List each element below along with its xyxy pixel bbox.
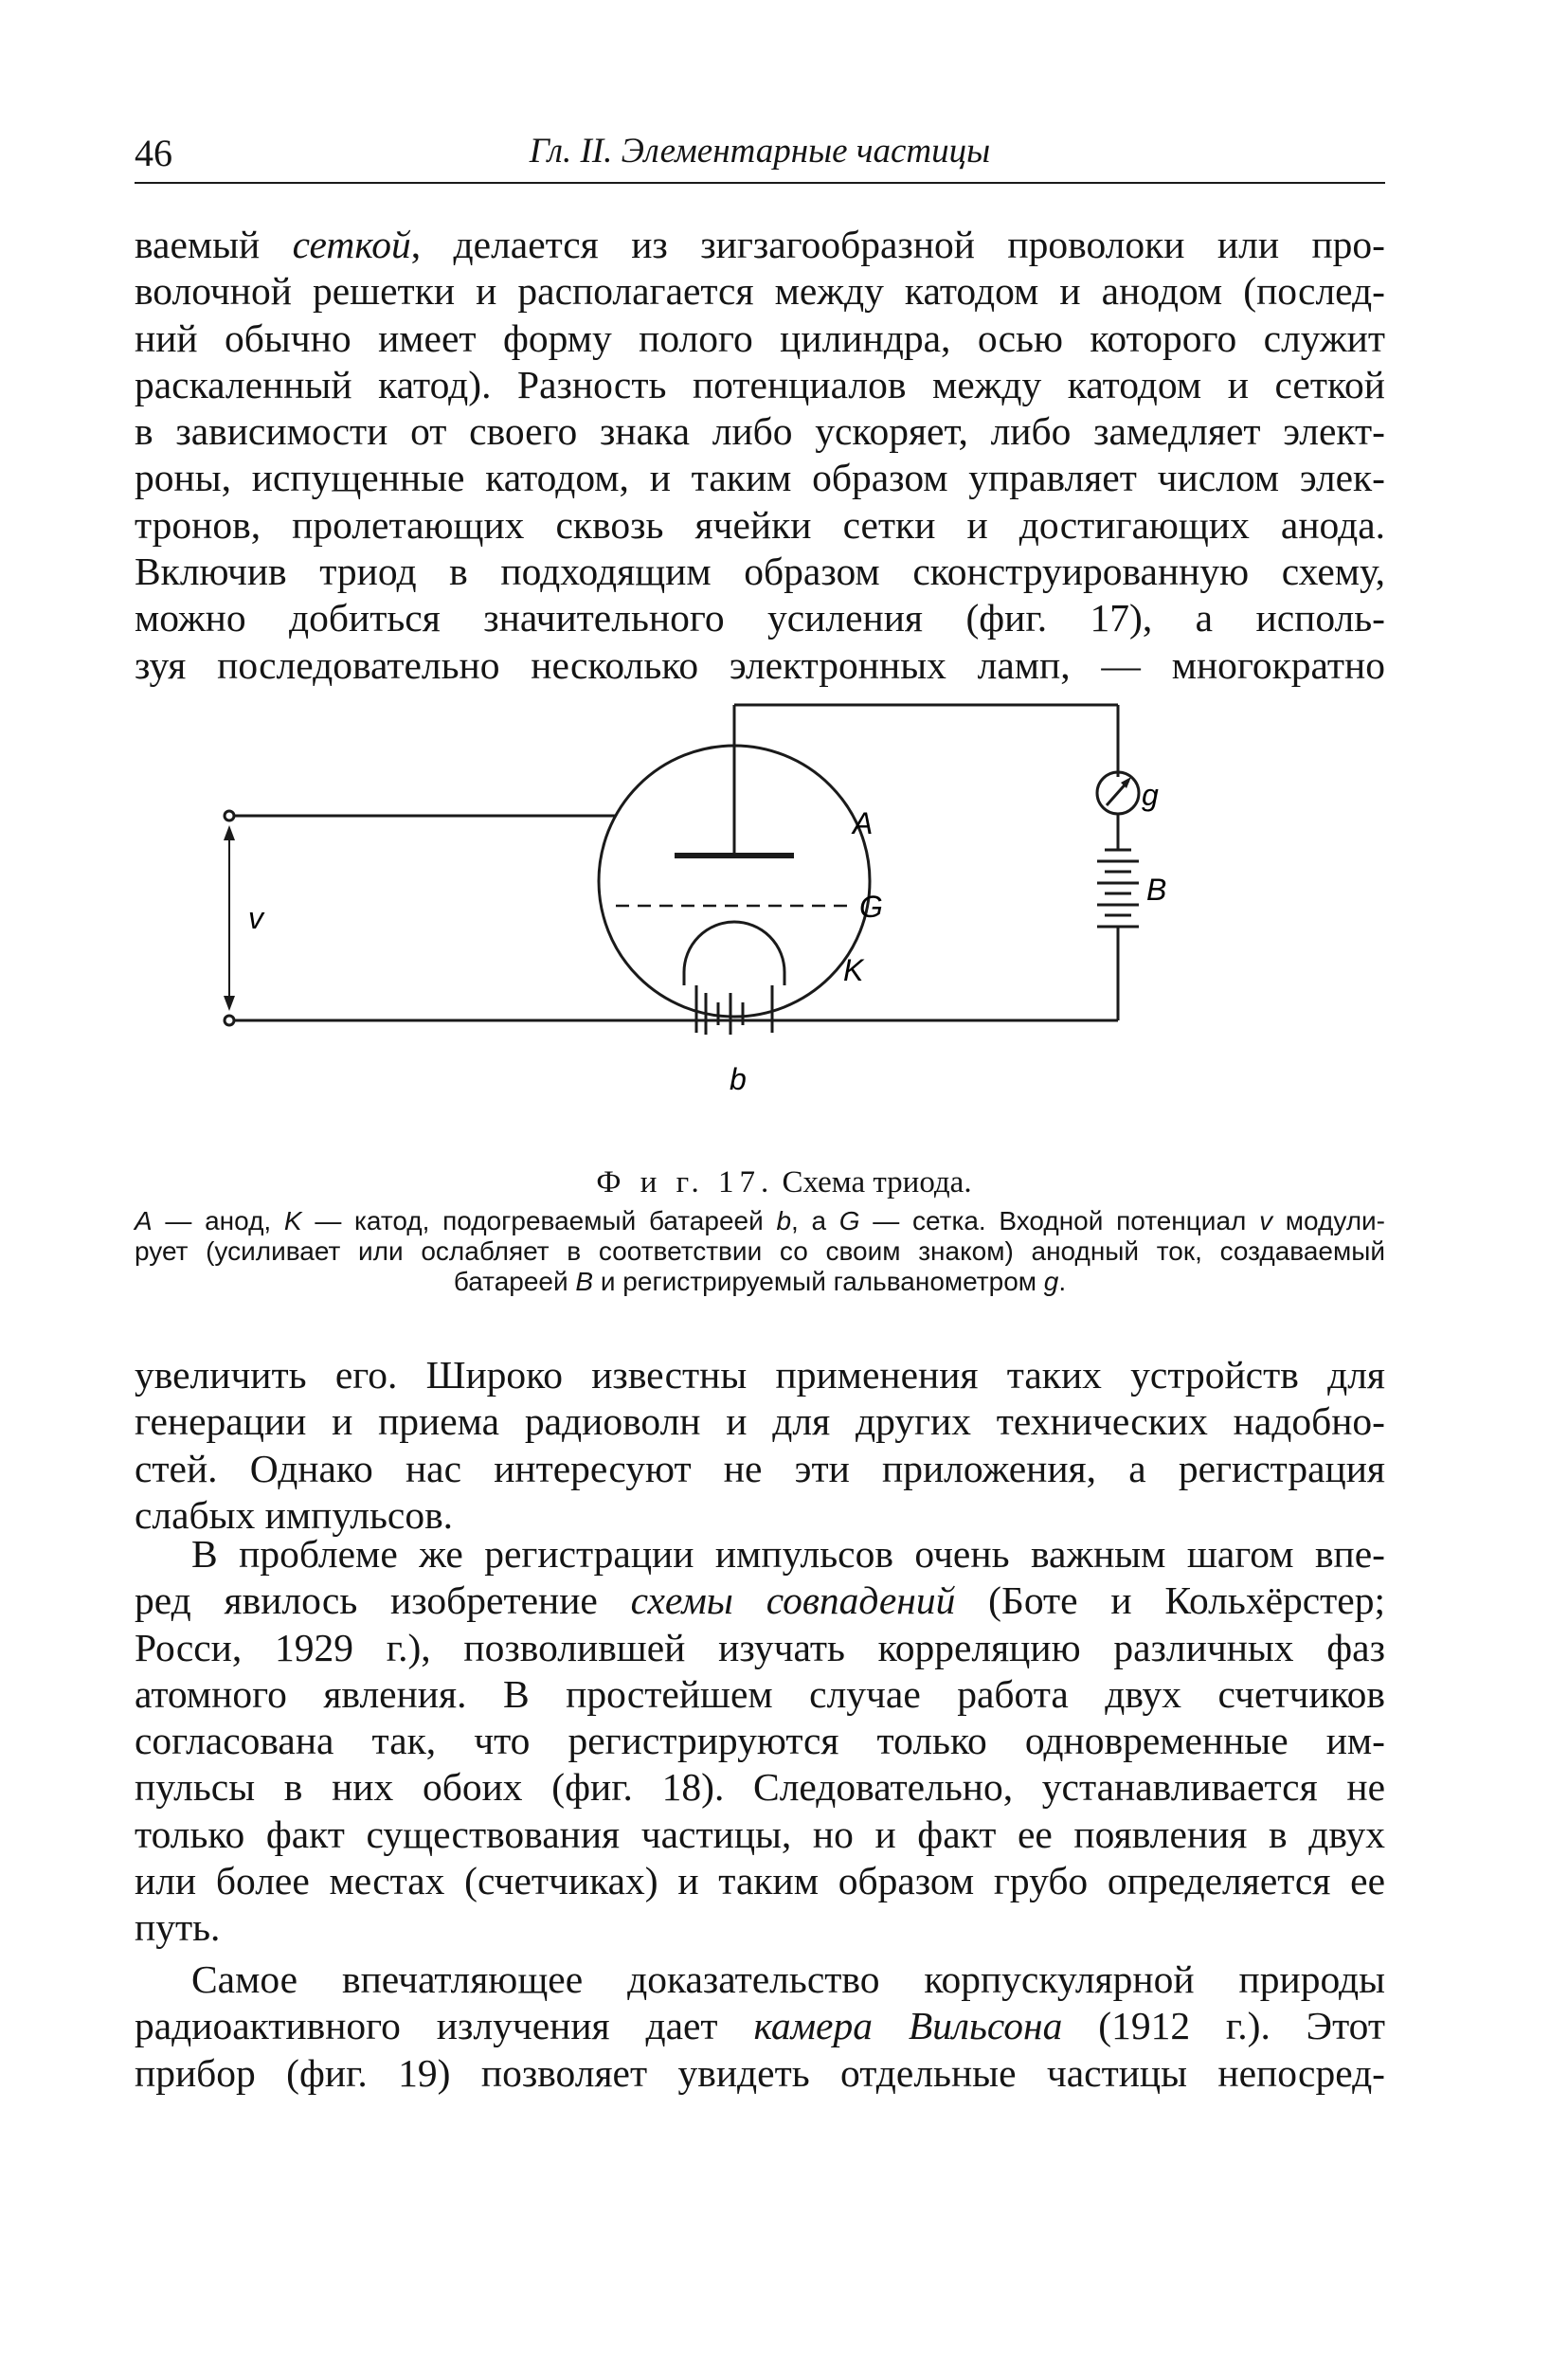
paragraph-1 [135,222,1385,689]
label-voltage: v [248,901,263,935]
term-coincidence-circuit: схемы совпадений [630,1578,956,1623]
text-line: в зависимости от своего знака либо ускоряет, либо замедляет элект- [135,409,1385,454]
label-cathode: K [843,953,864,987]
paragraph-3 [135,1531,1385,1952]
triode-circuit-diagram [248,701,1213,1146]
caption-line: A — анод, K — катод, подогреваемый батареей b, а G — сетка. Входной потенциал v модули- [135,1206,1385,1235]
figure-label [0,1165,1568,1200]
text-line: раскаленный катод). Разность потенциалов между катодом и сеткой [135,362,1385,406]
text-line: ваемый сеткой, делается из зигзагообразной проволоки или про- [135,223,1385,266]
input-terminal-bottom [225,1016,234,1025]
label-grid: G [859,890,883,924]
caption-line: рует (усиливает или ослабляет в соответствии со своим знаком) анодный ток, создаваемый [135,1236,1385,1266]
voltage-arrow-up [224,825,235,840]
text-line: генерации и приема радиоволн и для других технических надобно- [135,1399,1385,1444]
caption-line: батареей B и регистрируемый гальванометром g. [453,1267,1067,1296]
figure-title: Схема триода. [782,1165,972,1199]
label-battery-b-small: b [730,1062,747,1096]
cathode [684,922,784,985]
running-title: Гл. II. Элементарные частицы [529,132,991,171]
text-line: или более местах (счетчиках) и таким образом грубо определяется ее [135,1859,1385,1903]
text-line: Самое впечатляющее доказательство корпускулярной природы [191,1957,1385,2001]
text-line: волочной решетки и располагается между катодом и анодом (послед- [135,269,1385,314]
text-line: В проблеме же регистрации импульсов очень важным шагом впе- [191,1532,1385,1576]
text-line: Включив триод в подходящим образом сконструированную схему, [135,550,1385,594]
text-line: роны, испущенные катодом, и таким образом управляет числом элек- [135,456,1385,500]
term-wilson-chamber: камера Вильсона [753,2004,1063,2048]
input-terminal-top [225,811,234,820]
figure-caption [135,1206,1385,1297]
text-line: ред явилось изобретение схемы совпадений (Боте и Кольхёрстер; [135,1578,1385,1623]
text-line: пульсы в них обоих (фиг. 18). Следовательно, устанавливается не [135,1765,1385,1810]
text-line: прибор (фиг. 19) позволяет увидеть отдельные частицы непосред- [135,2050,1385,2095]
text-line: стей. Однако нас интересуют не эти приложения, а регистрация [135,1446,1385,1490]
text-line: радиоактивного излучения дает камера Вильсона (1912 г.). Этот [135,2004,1386,2048]
voltage-arrow-down [224,996,235,1011]
label-anode: A [853,806,874,840]
text-line: можно добиться значительного усиления (фиг. 17), а исполь- [135,596,1385,640]
figure-number: Ф и г. 17. [596,1165,775,1199]
running-header [135,131,1385,180]
paragraph-2 [135,1352,1385,1539]
label-battery-b-big: B [1146,873,1167,907]
label-galvanometer: g [1142,778,1159,812]
text-line: путь. [135,1905,221,1950]
text-line: Росси, 1929 г.), позволившей изучать корреляцию различных фаз [135,1625,1385,1669]
paragraph-4 [135,1956,1385,2097]
text-line: увеличить его. Широко известны применения таких устройств для [135,1353,1385,1397]
text-line: только факт существования частицы, но и факт ее появления в двух [135,1812,1385,1856]
page-number: 46 [135,132,172,174]
header-rule [135,182,1385,184]
term-grid: сеткой [292,223,411,266]
battery-b-anode [1097,850,1139,927]
text-line: атомного явления. В простейшем случае работа двух счетчиков [135,1671,1385,1716]
text-line: слабых импульсов. [135,1492,454,1537]
text-line: тронов, пролетающих сквозь ячейки сетки и достигающих анода. [135,502,1385,547]
text-line: согласована так, что регистрируются только одновременные им- [135,1719,1385,1763]
text-line: ний обычно имеет форму полого цилиндра, осью которого служит [135,316,1385,360]
text-line: зуя последовательно несколько электронных ламп, — многократно [135,642,1385,687]
